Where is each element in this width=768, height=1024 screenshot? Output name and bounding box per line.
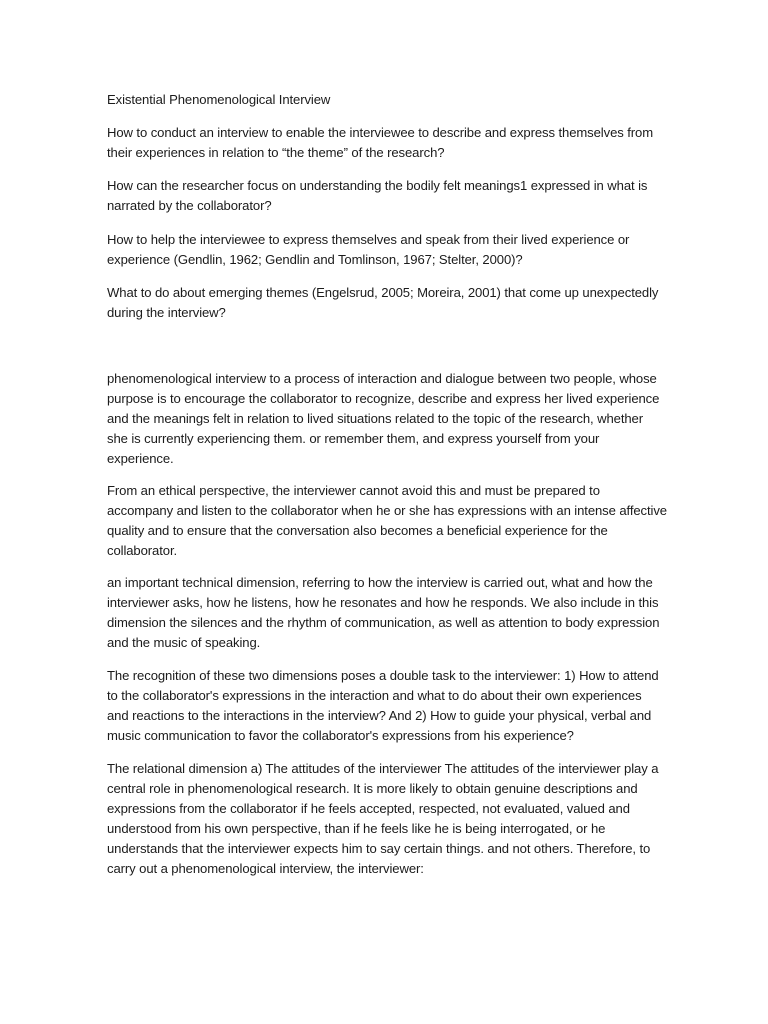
body-paragraph: an important technical dimension, referring to how the interview is carried out, what and how the interviewer asks, how he listens, how he resonates and how he responds. We also include in this dimension the silences and the rhythm of communication, as well as attention to body expression and the music of speaking. <box>107 575 660 650</box>
body-paragraph: The recognition of these two dimensions poses a double task to the interviewer: 1) How to attend to the collaborator's expressions in the interaction and what to do about their own experiences and reactions to the interactions in the interview? And 2) How to guide your physical, verbal and music communication to favor the collaborator's expressions from his experience? <box>107 668 659 743</box>
question-paragraph: How can the researcher focus on understanding the bodily felt meanings1 expressed in what is narrated by the collaborator? <box>107 178 648 213</box>
body-paragraph: phenomenological interview to a process of interaction and dialogue between two people, whose purpose is to encourage the collaborator to recognize, describe and express her lived experience and the meanings felt in relation to lived situations related to the topic of the research, whether she is currently experiencing them. or remember them, and express yourself from your experience. <box>107 371 660 466</box>
document-title: Existential Phenomenological Interview <box>107 92 331 107</box>
body-paragraph: The relational dimension a) The attitudes of the interviewer The attitudes of the interviewer play a central role in phenomenological research. It is more likely to obtain genuine descriptions and expressions from the collaborator if he feels accepted, respected, not evaluated, valued and understood from his own perspective, than if he feels like he is being interrogated, or he understands that the interviewer expects him to say certain things. and not others. Therefore, to carry out a phenomenological interview, the interviewer: <box>107 761 659 876</box>
question-paragraph: How to conduct an interview to enable the interviewee to describe and express themselves from their experiences in relation to “the theme” of the research? <box>107 125 654 160</box>
body-paragraph: From an ethical perspective, the interviewer cannot avoid this and must be prepared to accompany and listen to the collaborator when he or she has expressions with an intense affective quality and to ensure that the conversation also becomes a beneficial experience for the collaborator. <box>107 483 667 558</box>
question-paragraph: What to do about emerging themes (Engelsrud, 2005; Moreira, 2001) that come up unexpectedly during the interview? <box>107 285 659 320</box>
question-paragraph: How to help the interviewee to express themselves and speak from their lived experience or experience (Gendlin, 1962; Gendlin and Tomlinson, 1967; Stelter, 2000)? <box>107 232 630 267</box>
